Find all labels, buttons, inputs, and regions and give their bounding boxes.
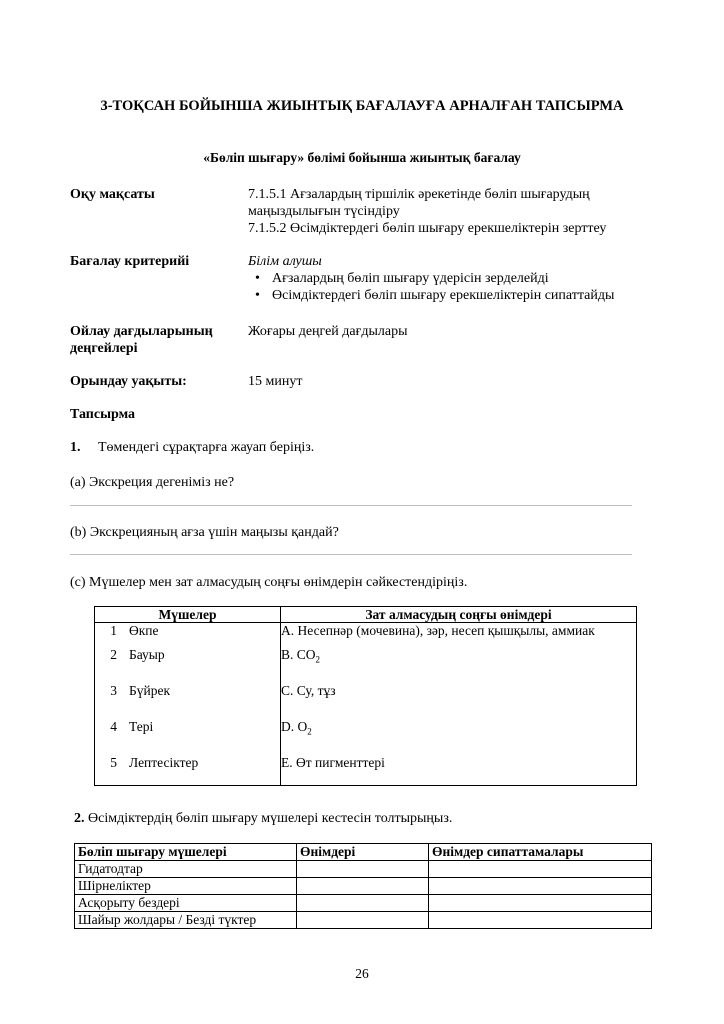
- question-1b: (b) Экскрецияның ағза үшін маңызы қандай?: [70, 525, 339, 540]
- objective-line: 7.1.5.2 Өсімдіктердегі бөліп шығару ерекшеліктерін зерттеу: [248, 221, 607, 236]
- question-1a: (a) Экскреция дегеніміз не?: [70, 475, 235, 490]
- criteria-list: [248, 270, 648, 304]
- product-option: D. O: [281, 719, 308, 734]
- product-option: E. Өт пигменттері: [281, 755, 385, 770]
- question-number: 1.: [70, 440, 81, 455]
- column-header-products: Зат алмасудың соңғы өнімдері: [281, 607, 637, 623]
- question-text: Төмендегі сұрақтарға жауап беріңіз.: [98, 440, 315, 455]
- table-row: 2 Бауыр B. $CO_2$: [95, 647, 637, 683]
- question-text: Өсімдіктердің бөліп шығару мүшелері кестесін толтырыңыз.: [88, 811, 453, 826]
- product-option: B. CO: [281, 647, 316, 662]
- description-cell[interactable]: [429, 861, 652, 878]
- organ-name: Тері: [129, 719, 154, 734]
- criteria-label: Бағалау критерийі: [70, 254, 190, 269]
- thinking-skills-label: Ойлау дағдыларының деңгейлері: [70, 324, 213, 356]
- objective-line: маңыздылығын түсіндіру: [248, 204, 400, 219]
- objective-line: 7.1.5.1 Ағзалардың тіршілік әрекетінде бөліп шығарудың: [248, 187, 590, 202]
- column-header-descriptions: Өнімдер сипаттамалары: [429, 844, 652, 861]
- page-title: 3-ТОҚСАН БОЙЫНША ЖИЫНТЫҚ БАҒАЛАУҒА АРНАЛҒАН ТАПСЫРМА: [100, 98, 624, 114]
- criteria-item: • Өсімдіктердегі бөліп шығару ерекшеліктерін сипаттайды: [248, 287, 648, 304]
- organ-cell: Асқорыту бездері: [75, 895, 297, 912]
- table-row: [75, 878, 652, 895]
- plant-organs-table: [74, 843, 652, 929]
- organ-cell: Шайыр жолдары / Безді түктер: [75, 912, 297, 929]
- criteria-intro: Білім алушы: [248, 254, 322, 269]
- time-value: 15 минут: [248, 374, 303, 389]
- organ-name: Бауыр: [129, 647, 165, 662]
- description-cell[interactable]: [429, 878, 652, 895]
- table-row: [75, 912, 652, 929]
- table-row: 1 Өкпе A. Несепнәр (мочевина), зәр, несеп қышқылы, аммиак: [95, 623, 637, 648]
- column-header-organs: Мүшелер: [95, 607, 281, 623]
- products-cell[interactable]: [297, 861, 429, 878]
- question-number: 2.: [74, 811, 85, 826]
- page-number: 26: [355, 966, 369, 981]
- description-cell[interactable]: [429, 912, 652, 929]
- time-label: Орындау уақыты:: [70, 374, 187, 389]
- products-cell[interactable]: [297, 878, 429, 895]
- column-header-organs: Бөліп шығару мүшелері: [75, 844, 297, 861]
- organ-cell: Шірнеліктер: [75, 878, 297, 895]
- products-cell[interactable]: [297, 912, 429, 929]
- column-header-products: Өнімдері: [297, 844, 429, 861]
- products-cell[interactable]: [297, 895, 429, 912]
- organ-name: Өкпе: [129, 623, 159, 638]
- table-row: [75, 861, 652, 878]
- description-cell[interactable]: [429, 895, 652, 912]
- organ-cell: Гидатодтар: [75, 861, 297, 878]
- answer-line[interactable]: [70, 554, 632, 555]
- table-row: [75, 895, 652, 912]
- section-subtitle: «Бөліп шығару» бөлімі бойынша жиынтық бағалау: [203, 150, 521, 165]
- table-row: 5 Лептесіктер E. Өт пигменттері: [95, 755, 637, 786]
- criteria-item: • Ағзалардың бөліп шығару үдерісін зерделейді: [248, 270, 648, 287]
- table-row: 4 Тері D. $O_2$: [95, 719, 637, 755]
- product-option: C. Су, тұз: [281, 683, 336, 698]
- question-1: [70, 440, 314, 456]
- product-option: A. Несепнәр (мочевина), зәр, несеп қышқылы, аммиак: [281, 623, 595, 638]
- question-2: [74, 811, 452, 827]
- table-row: 3 Бүйрек C. Су, тұз: [95, 683, 637, 719]
- criteria-value: [248, 253, 648, 304]
- organ-name: Бүйрек: [129, 683, 171, 698]
- thinking-skills-value: Жоғары деңгей дағдылары: [248, 324, 408, 339]
- organ-name: Лептесіктер: [129, 755, 199, 770]
- objectives-value: [248, 186, 648, 237]
- task-heading: Тапсырма: [70, 407, 136, 422]
- answer-line[interactable]: [70, 505, 632, 506]
- matching-table: [94, 606, 637, 786]
- question-1c: (c) Мүшелер мен зат алмасудың соңғы өнімдерін сәйкестендіріңіз.: [70, 575, 468, 590]
- objectives-label: Оқу мақсаты: [70, 187, 155, 202]
